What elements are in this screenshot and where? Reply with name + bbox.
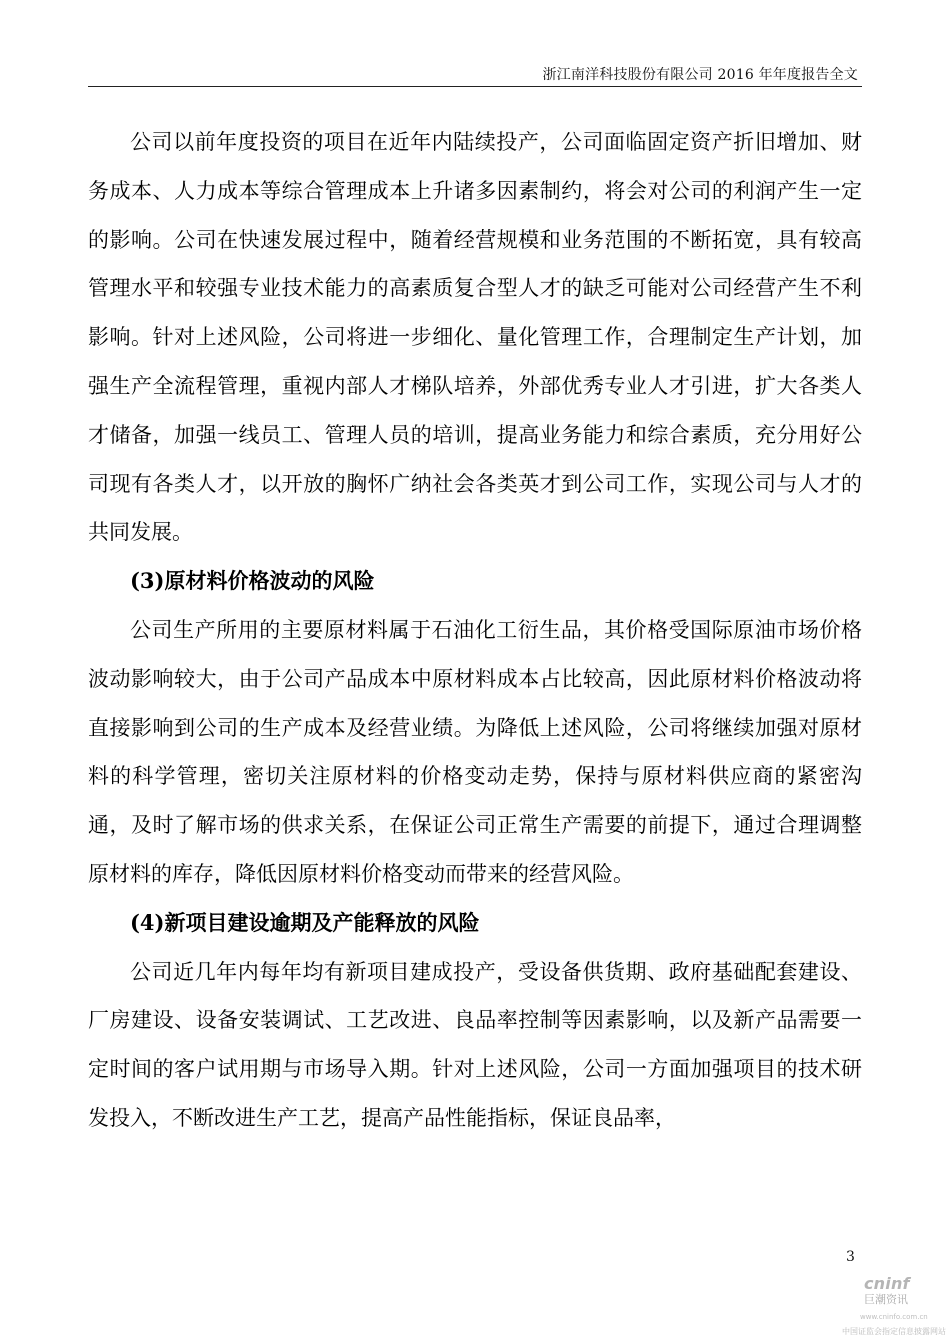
watermark-cn-name: 巨潮资讯 xyxy=(864,1293,908,1306)
page-number: 3 xyxy=(846,1249,855,1265)
paragraph-management-risk: 公司以前年度投资的项目在近年内陆续投产，公司面临固定资产折旧增加、财务成本、人力成本等综合管理成本上升诸多因素制约，将会对公司的利润产生一定的影响。公司在快速发展过程中，随着经营规模和业务范围的不断拓宽，具有较高管理水平和较强专业技术能力的高素质复合型人才的缺乏可能对公司经营产生不利影响。针对上述风险，公司将进一步细化、量化管理工作，合理制定生产计划，加强生产全流程管理，重视内部人才梯队培养，外部优秀专业人才引进，扩大各类人才储备，加强一线员工、管理人员的培训，提高业务能力和综合素质，充分用好公司现有各类人才，以开放的胸怀广纳社会各类英才到公司工作，实现公司与人才的共同发展。 xyxy=(88,130,862,545)
watermark-url: www.cninfo.com.cn xyxy=(860,1313,928,1321)
watermark-logo-text: cninf xyxy=(864,1274,910,1293)
watermark-tagline: 中国证监会指定信息披露网站 xyxy=(842,1327,946,1336)
header-rule xyxy=(88,86,862,87)
heading-new-project-risk: (4)新项目建设逾期及产能释放的风险 xyxy=(130,909,480,935)
heading-raw-material-risk: (3)原材料价格波动的风险 xyxy=(130,568,375,594)
running-header: 浙江南洋科技股份有限公司 2016 年年度报告全文 xyxy=(542,67,858,83)
paragraph-new-project-risk: 公司近几年内每年均有新项目建成投产，受设备供货期、政府基础配套建设、厂房建设、设备安装调试、工艺改进、良品率控制等因素影响，以及新产品需要一定时间的客户试用期与市场导入期。针对上述风险，公司一方面加强项目的技术研发投入，不断改进生产工艺，提高产品性能指标，保证良品率， xyxy=(88,959,862,1130)
paragraph-raw-material-risk: 公司生产所用的主要原材料属于石油化工衍生品，其价格受国际原油市场价格波动影响较大，由于公司产品成本中原材料成本占比较高，因此原材料价格波动将直接影响到公司的生产成本及经营业绩。为降低上述风险，公司将继续加强对原材料的科学管理，密切关注原材料的价格变动走势，保持与原材料供应商的紧密沟通，及时了解市场的供求关系，在保证公司正常生产需要的前提下，通过合理调整原材料的库存，降低因原材料价格变动而带来的经营风险。 xyxy=(88,617,862,886)
document-body xyxy=(88,118,862,1143)
cninfo-watermark-logo xyxy=(864,1275,934,1306)
